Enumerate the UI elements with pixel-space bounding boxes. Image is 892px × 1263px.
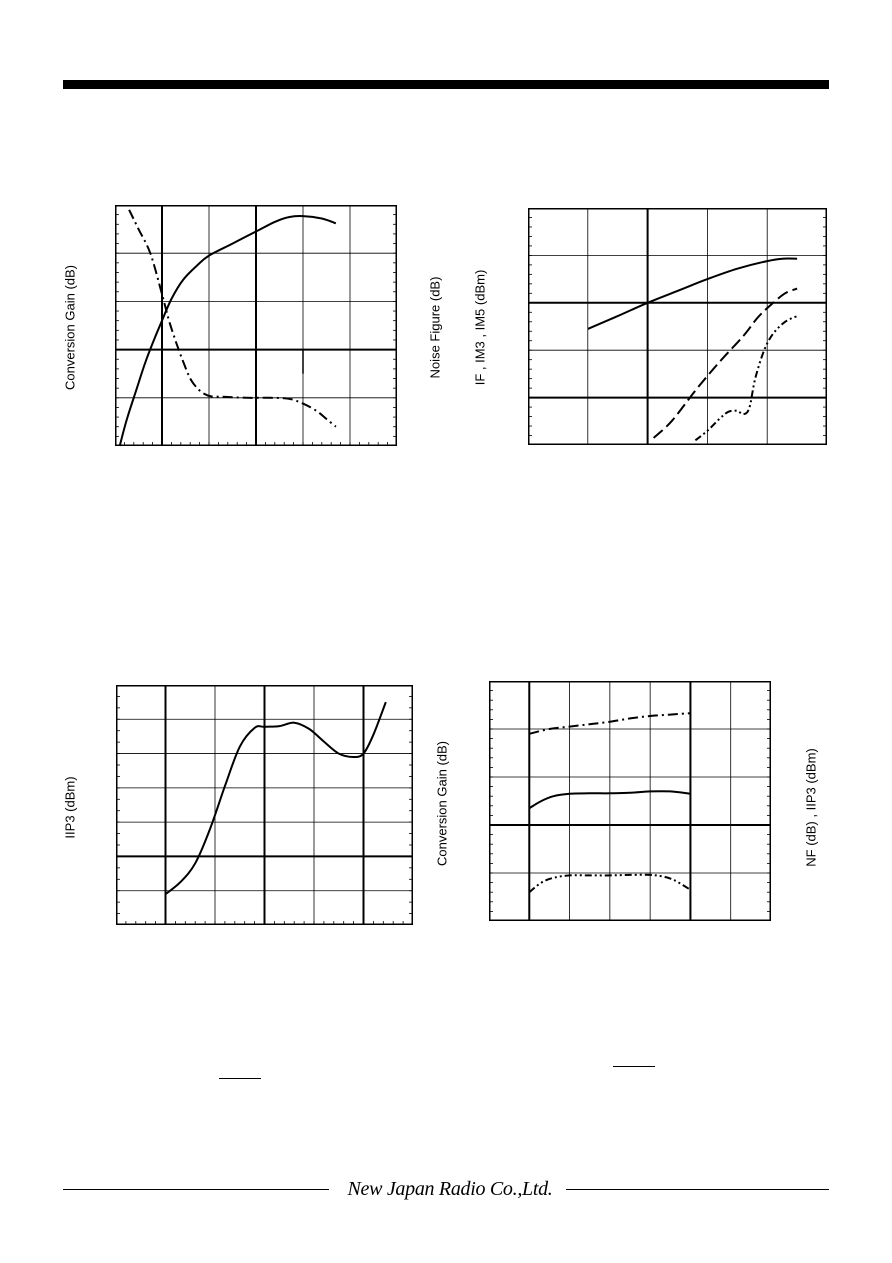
header-rule <box>63 80 829 89</box>
short-rule-right <box>613 1066 655 1067</box>
series-line-2 <box>129 210 336 427</box>
chart4-ylabel-right: NF (dB) , IIP3 (dBm) <box>803 748 819 867</box>
series-line-3 <box>695 316 797 440</box>
chart2-ylabel-noise: Noise Figure (dB) <box>427 276 443 379</box>
chart4-ylabel-left: Conversion Gain (dB) <box>434 741 450 866</box>
short-rule-left <box>219 1078 261 1079</box>
series-line-1 <box>588 259 797 329</box>
series-line-1 <box>166 702 386 894</box>
footer-rule-right <box>566 1189 829 1190</box>
chart-iip3-bottom-left <box>116 685 413 925</box>
chart2-ylabel-if: IF , IM3 , IM5 (dBm) <box>472 269 488 386</box>
chart-conversion-gain-bottom-right <box>489 681 771 921</box>
chart1-ylabel: Conversion Gain (dB) <box>62 265 78 390</box>
series-line-1 <box>120 216 336 446</box>
series-line-2 <box>654 289 798 438</box>
footer-rule-left <box>63 1189 329 1190</box>
company-logo: New Japan Radio Co.,Ltd. <box>347 1178 553 1200</box>
chart-noise-figure-top-right <box>528 208 827 445</box>
chart3-ylabel: IIP3 (dBm) <box>62 776 78 839</box>
plot-frame <box>529 209 827 445</box>
chart-conversion-gain-top-left <box>115 205 397 446</box>
